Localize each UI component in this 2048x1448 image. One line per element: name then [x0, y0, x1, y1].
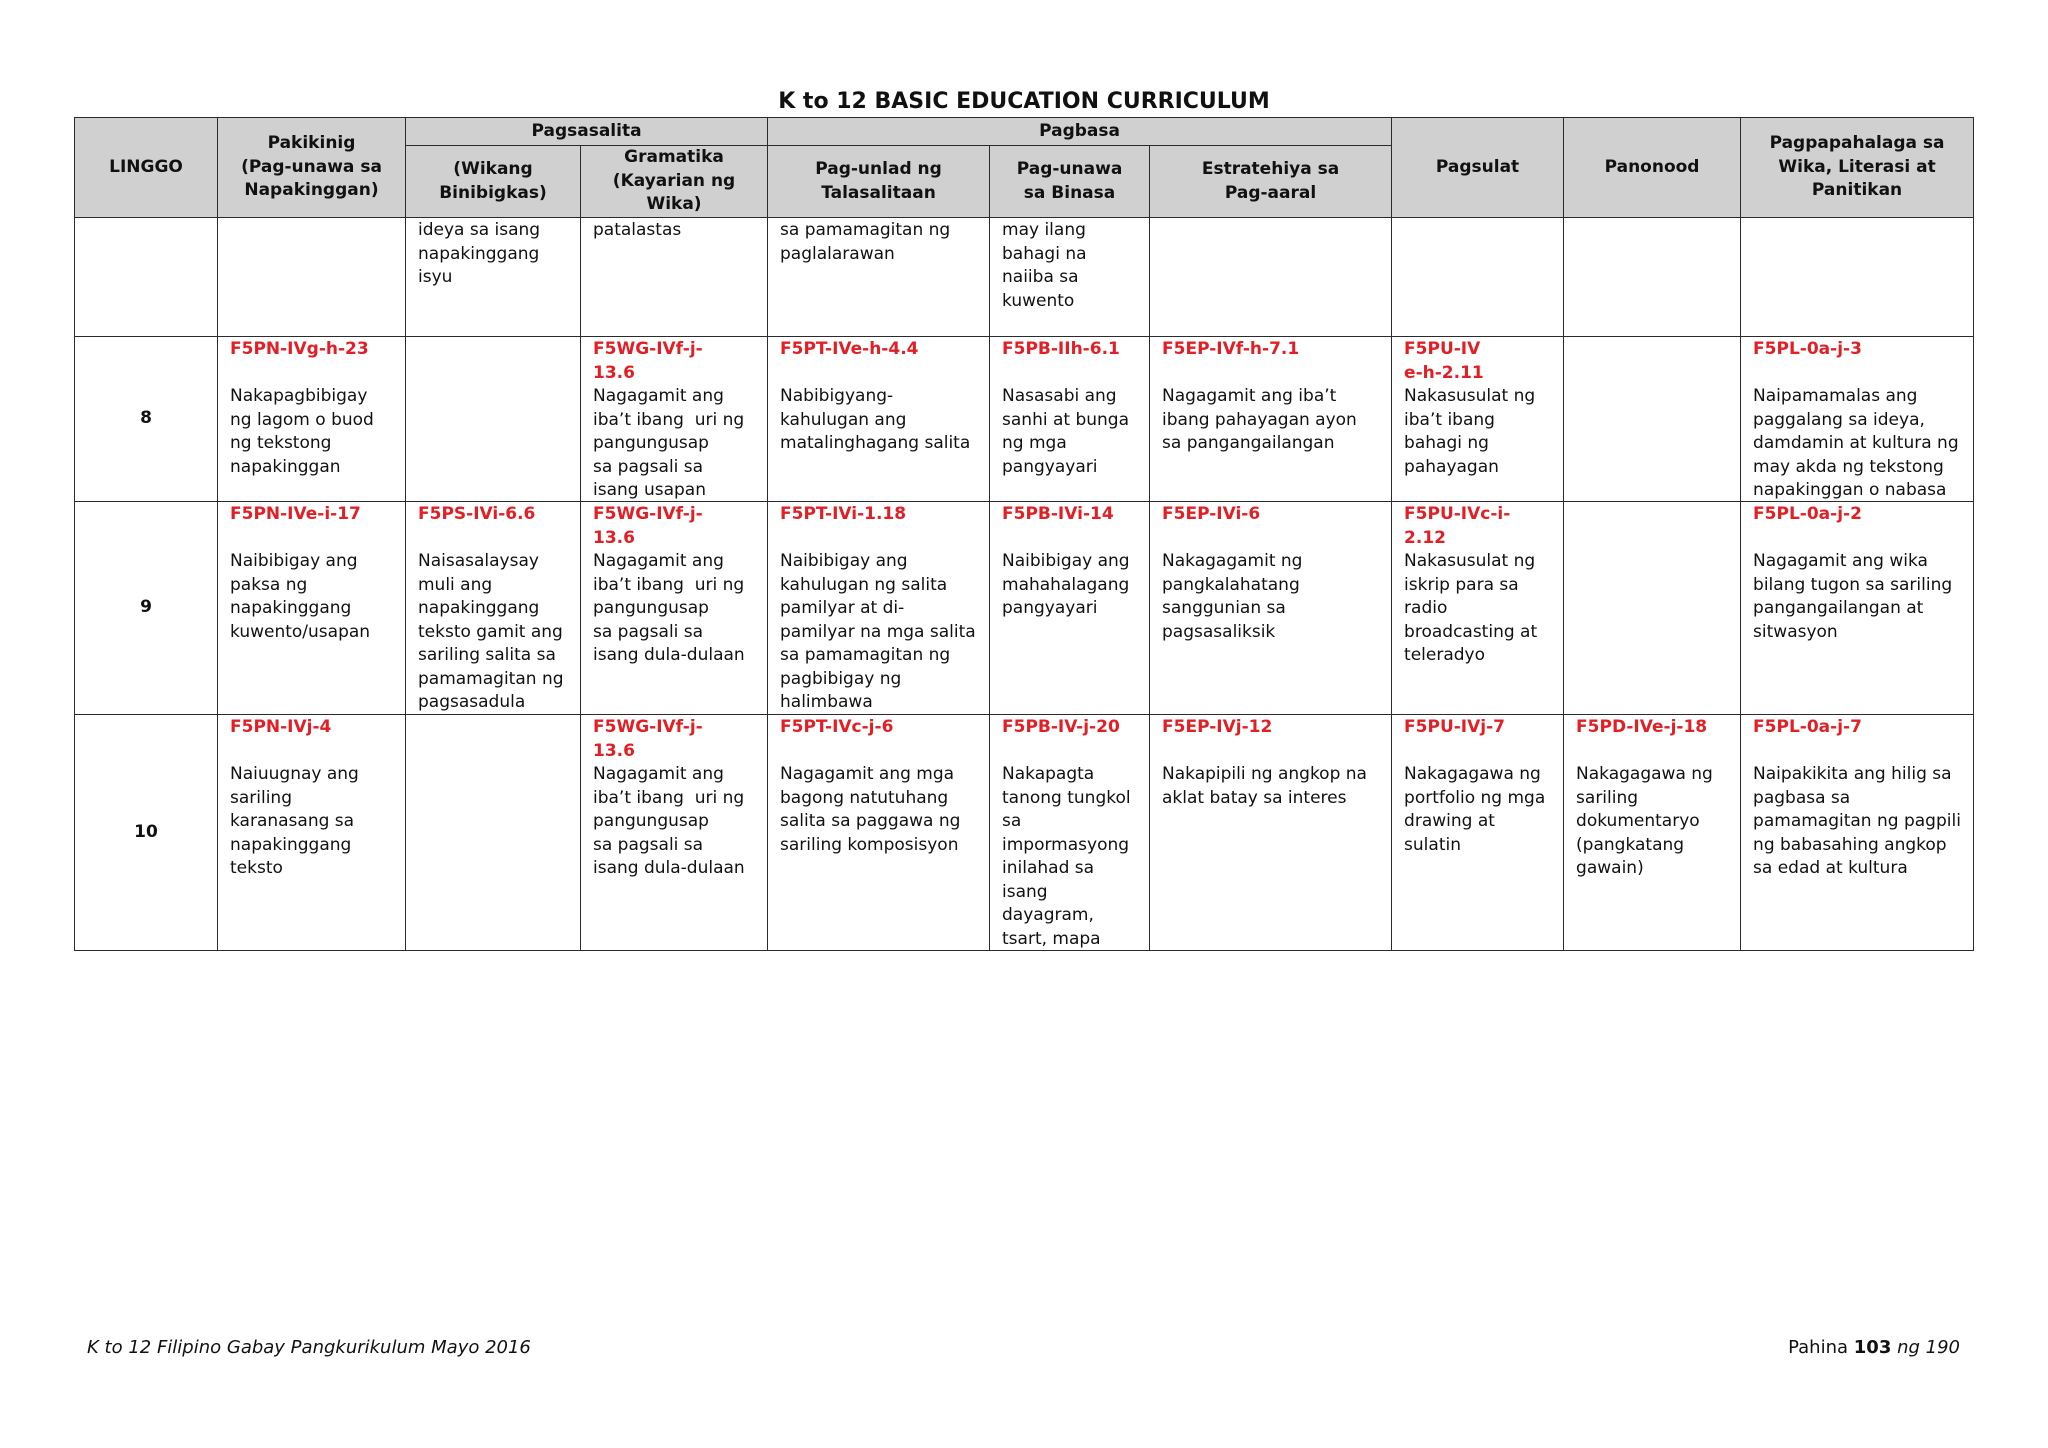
footer-document-name: K to 12 Filipino Gabay Pangkurikulum Mayo 2016: [87, 1337, 531, 1358]
cell-pagpapahalaga: [1741, 502, 1974, 715]
header-label: Gramatika: [624, 147, 724, 168]
cell-content: [1150, 502, 1391, 714]
competency-text-line: isang dula-dulaan: [593, 645, 745, 665]
competency-text-line: sitwasyon: [1753, 621, 1838, 642]
competency-text-line: Naibibigay ang: [1002, 551, 1130, 571]
competency-code: [1162, 338, 1387, 385]
competency-text-line: dokumentaryo: [1576, 811, 1700, 831]
header-label: Panitikan: [1811, 180, 1903, 201]
cell-content: [406, 715, 580, 950]
competency-text-line: pangkalahatang: [1162, 574, 1300, 595]
competency-code: [780, 338, 985, 385]
competency-text-line: impormasyong: [1002, 834, 1130, 855]
competency-text-line: muli ang: [418, 574, 493, 595]
cell-pag-unawa-sa-binasa: [990, 502, 1150, 715]
competency-text-line: Nakagagamit ng: [1162, 551, 1303, 571]
competency-text-line: napakinggang: [230, 834, 352, 855]
competency-text-line: pangyayari: [1002, 598, 1098, 618]
cell-content: [406, 502, 580, 714]
competency-text-line: gawain): [1576, 858, 1644, 878]
competency-text-line: sa pamamagitan ng: [780, 220, 951, 240]
competency-code: [593, 716, 763, 763]
competency-code-line: F5PB-IV-j-20: [1002, 717, 1120, 737]
competency-text-line: paggalang sa ideya,: [1753, 409, 1925, 430]
cell-content: [581, 218, 767, 336]
cell-pag-unlad-ng-talasalitaan: [768, 218, 990, 337]
competency-text-line: iba’t ibang uri ng: [593, 574, 745, 595]
table-row: [75, 502, 1974, 715]
competency-code-line: F5PS-IVi-6.6: [418, 504, 536, 524]
competency-text-line: pamilyar at di-: [780, 598, 905, 618]
competency-text-line: teksto: [230, 858, 283, 878]
competency-text-line: Naiuugnay ang: [230, 764, 359, 784]
competency-text-line: may ilang: [1002, 220, 1086, 240]
header-label: Pagsasalita: [531, 120, 642, 141]
competency-text-line: Nasasabi ang: [1002, 386, 1117, 406]
competency-text-line: Nakapagbibigay: [230, 386, 368, 406]
competency-code-line: F5WG-IVf-j-: [593, 717, 703, 737]
cell-content: [768, 337, 989, 501]
competency-text-line: sanggunian sa: [1162, 598, 1286, 618]
competency-code: [1162, 503, 1387, 550]
competency-text-line: ng tekstong: [230, 433, 332, 453]
header-linggo: [75, 118, 218, 218]
competency-text-line: sa pagsali sa: [593, 621, 704, 642]
cell-content: [1392, 337, 1563, 501]
competency-text-line: sa: [1002, 811, 1022, 831]
competency-text-line: Nakasusulat ng: [1404, 386, 1536, 406]
cell-content: [1564, 218, 1740, 336]
competency-text-line: may akda ng tekstong: [1753, 456, 1944, 477]
page-label: Pahina: [1788, 1337, 1849, 1358]
competency-text-line: Nagagamit ang wika: [1753, 551, 1928, 571]
cell-content: [1564, 715, 1740, 950]
competency-code-line: F5PD-IVe-j-18: [1576, 717, 1708, 737]
competency-text-line: bilang tugon sa sariling: [1753, 574, 1953, 595]
header-label: Pagpapahalaga sa: [1769, 133, 1945, 154]
header-label: Panonood: [1604, 156, 1700, 177]
header-pakikinig: [218, 118, 406, 218]
cell-pakikinig: [218, 337, 406, 502]
cell-content: [990, 218, 1149, 336]
competency-code-line: F5PT-IVc-j-6: [780, 717, 894, 737]
competency-text-line: portfolio ng mga: [1404, 787, 1546, 808]
competency-code-line: e-h-2.11: [1404, 362, 1484, 383]
week-number: 9: [75, 502, 218, 715]
cell-pagsulat: [1392, 502, 1564, 715]
competency-code-line: F5PL-0a-j-7: [1753, 717, 1862, 737]
competency-text-line: Nagagamit ang: [593, 386, 724, 406]
competency-text-line: napakinggang: [230, 598, 352, 618]
competency-text-line: pangungusap: [593, 433, 709, 453]
competency-code: [1753, 716, 1969, 763]
competency-code-line: F5PL-0a-j-2: [1753, 504, 1862, 524]
cell-content: [218, 715, 405, 950]
competency-text-line: isyu: [418, 267, 453, 287]
competency-text-line: bahagi ng: [1404, 433, 1489, 453]
header-wikang-binibigkas: [406, 146, 581, 218]
document-title: K to 12 BASIC EDUCATION CURRICULUM: [778, 89, 1270, 114]
footer-page-number: [1788, 1336, 1960, 1360]
competency-code-line: F5EP-IVj-12: [1162, 717, 1273, 737]
cell-pagpapahalaga: [1741, 218, 1974, 337]
competency-text-line: karanasang sa: [230, 811, 355, 831]
competency-text-line: Nabibigyang-: [780, 386, 894, 406]
competency-text-line: inilahad sa: [1002, 858, 1095, 878]
header-label: (Pag-unawa sa: [241, 156, 382, 177]
competency-text-line: sariling komposisyon: [780, 834, 959, 855]
competency-text-line: pagbasa sa: [1753, 787, 1851, 808]
cell-content: [990, 502, 1149, 714]
competency-code-line: F5EP-IVf-h-7.1: [1162, 339, 1300, 359]
cell-content: [768, 218, 989, 336]
table-header: [75, 118, 1974, 218]
competency-code-line: F5PN-IVj-4: [230, 717, 332, 737]
week-number: 10: [75, 715, 218, 951]
header-label: (Wikang: [453, 159, 533, 179]
cell-pagsulat: [1392, 337, 1564, 502]
header-group-pagsasalita: [406, 118, 768, 146]
competency-code: [230, 503, 401, 550]
competency-code: [1002, 338, 1145, 385]
competency-code-line: F5PT-IVe-h-4.4: [780, 339, 919, 359]
competency-code-line: F5PB-IVi-14: [1002, 504, 1114, 524]
competency-text-line: teleradyo: [1404, 645, 1486, 665]
cell-pagpapahalaga: [1741, 715, 1974, 951]
competency-text-line: Naipakikita ang hilig sa: [1753, 764, 1952, 784]
header-pagsulat: [1392, 118, 1564, 218]
competency-text-line: pangungusap: [593, 598, 709, 618]
cell-pagsulat: [1392, 218, 1564, 337]
competency-text-line: pagbibigay ng: [780, 668, 902, 689]
header-label: Pag-aaral: [1224, 182, 1317, 203]
competency-text-line: pangangailangan at: [1753, 598, 1924, 618]
competency-code: [1576, 716, 1736, 763]
competency-text-line: broadcasting at: [1404, 621, 1538, 642]
competency-code-line: F5EP-IVi-6: [1162, 504, 1261, 524]
cell-content: [581, 715, 767, 950]
competency-text-line: kahulugan ang: [780, 409, 907, 430]
cell-gramatika: [581, 715, 768, 951]
competency-text-line: pahayagan: [1404, 456, 1499, 477]
cell-content: [1741, 337, 1973, 501]
cell-content: [1392, 715, 1563, 950]
competency-text-line: sanhi at bunga: [1002, 409, 1130, 430]
week-number: 8: [75, 337, 218, 502]
header-label: Wika, Literasi at: [1778, 156, 1936, 177]
competency-text-line: pangungusap: [593, 811, 709, 831]
week-number: [75, 218, 218, 337]
competency-text-line: mahahalagang: [1002, 574, 1130, 595]
cell-content: [1150, 218, 1391, 336]
header-label: Estratehiya sa: [1201, 159, 1340, 179]
competency-code-line: F5PT-IVi-1.18: [780, 504, 907, 524]
competency-code: [230, 716, 401, 763]
competency-text-line: halimbawa: [780, 692, 873, 712]
competency-text-line: Naisasalaysay: [418, 551, 539, 571]
cell-content: [1150, 337, 1391, 501]
cell-content: [218, 337, 405, 501]
cell-pag-unawa-sa-binasa: [990, 218, 1150, 337]
cell-content: [990, 337, 1149, 501]
cell-content: [581, 502, 767, 714]
competency-text-line: Nagagamit ang mga: [780, 764, 955, 784]
competency-text-line: sa pagsali sa: [593, 456, 704, 477]
competency-code-line: F5PL-0a-j-3: [1753, 339, 1862, 359]
competency-code: [593, 503, 763, 550]
competency-text-line: isang: [1002, 881, 1048, 902]
competency-text-line: tanong tungkol: [1002, 787, 1131, 808]
competency-text-line: napakinggang: [418, 598, 540, 618]
header-label: sa Binasa: [1023, 182, 1116, 203]
table-row: [75, 337, 1974, 502]
header-pag-unlad-ng-talasalitaan: [768, 146, 990, 218]
competency-text-line: aklat batay sa interes: [1162, 787, 1347, 808]
competency-text-line: drawing at: [1404, 811, 1495, 831]
competency-text-line: Nagagamit ang: [593, 764, 724, 784]
competency-code-line: F5PN-IVe-i-17: [230, 504, 361, 524]
competency-text-line: pamamagitan ng pagpili: [1753, 811, 1961, 831]
table-row: [75, 218, 1974, 337]
competency-text-line: paksa ng: [230, 574, 308, 595]
competency-text-line: Nagagamit ang iba’t: [1162, 386, 1337, 406]
cell-pagsulat: [1392, 715, 1564, 951]
header-estratehiya-sa-pag-aaral: [1150, 146, 1392, 218]
competency-text-line: sa pamamagitan ng: [780, 645, 951, 665]
cell-gramatika: [581, 218, 768, 337]
competency-code: [1162, 716, 1387, 763]
header-label: LINGGO: [109, 156, 183, 177]
competency-text-line: ng mga: [1002, 433, 1067, 453]
cell-wikang-binibigkas: [406, 337, 581, 502]
competency-text-line: Nakagagawa ng: [1404, 764, 1541, 784]
cell-wikang-binibigkas: [406, 218, 581, 337]
header-label: Pakikinig: [267, 133, 356, 154]
cell-estratehiya-sa-pag-aaral: [1150, 337, 1392, 502]
cell-content: [1741, 502, 1973, 714]
competency-text-line: Naibibigay ang: [780, 551, 908, 571]
competency-code: [1404, 338, 1559, 385]
competency-code-line: F5PU-IVc-i-: [1404, 504, 1511, 524]
competency-text-line: sa pagsali sa: [593, 834, 704, 855]
competency-text-line: ibang pahayagan ayon: [1162, 409, 1357, 430]
competency-text-line: kahulugan ng salita: [780, 574, 948, 595]
competency-code-line: 13.6: [593, 362, 635, 383]
competency-text-line: kuwento/usapan: [230, 621, 371, 642]
header-label: Pag-unlad ng: [815, 159, 942, 179]
cell-pakikinig: [218, 715, 406, 951]
competency-text-line: napakinggan: [230, 456, 341, 477]
competency-text-line: (pangkatang: [1576, 834, 1685, 855]
competency-text-line: iskrip para sa: [1404, 574, 1519, 595]
competency-code-line: 13.6: [593, 740, 635, 761]
cell-pag-unlad-ng-talasalitaan: [768, 337, 990, 502]
header-label: Napakinggan): [244, 180, 379, 201]
cell-content: [218, 502, 405, 714]
competency-text-line: Nagagamit ang: [593, 551, 724, 571]
table-row: [75, 715, 1974, 951]
competency-text-line: Nakasusulat ng: [1404, 551, 1536, 571]
competency-code: [1002, 503, 1145, 550]
curriculum-table: [74, 117, 1974, 951]
competency-text-line: pagsasaliksik: [1162, 621, 1276, 642]
header-label: Pagsulat: [1435, 156, 1520, 177]
competency-text-line: tsart, mapa: [1002, 928, 1101, 949]
cell-content: [1741, 218, 1973, 336]
competency-code: [1404, 716, 1559, 763]
cell-estratehiya-sa-pag-aaral: [1150, 715, 1392, 951]
cell-content: [581, 337, 767, 501]
header-label: Binibigkas): [439, 182, 547, 203]
header-label: Wika): [646, 194, 702, 215]
cell-pag-unawa-sa-binasa: [990, 715, 1150, 951]
cell-content: [1564, 337, 1740, 501]
page-number: 103: [1853, 1337, 1892, 1358]
cell-wikang-binibigkas: [406, 715, 581, 951]
header-pagpapahalaga: [1741, 118, 1974, 218]
competency-text-line: isang dula-dulaan: [593, 858, 745, 878]
competency-text-line: pamamagitan ng: [418, 668, 564, 689]
competency-code: [780, 503, 985, 550]
competency-text-line: ng babasahing angkop: [1753, 834, 1947, 855]
cell-wikang-binibigkas: [406, 502, 581, 715]
competency-text-line: sulatin: [1404, 834, 1461, 855]
header-label: (Kayarian ng: [612, 170, 736, 191]
competency-code-line: F5PU-IV: [1404, 339, 1481, 359]
competency-text-line: Nakapipili ng angkop na: [1162, 764, 1367, 784]
competency-text-line: napakinggan o nabasa: [1753, 480, 1947, 500]
competency-code: [418, 503, 576, 550]
cell-panonood: [1564, 715, 1741, 951]
competency-text-line: sa edad at kultura: [1753, 858, 1908, 878]
competency-text-line: damdamin at kultura ng: [1753, 433, 1959, 453]
competency-code-line: 13.6: [593, 527, 635, 548]
competency-text-line: pangyayari: [1002, 456, 1098, 477]
cell-pagpapahalaga: [1741, 337, 1974, 502]
cell-content: [218, 218, 405, 336]
cell-content: [406, 337, 580, 501]
competency-text-line: salita sa paggawa ng: [780, 811, 961, 831]
competency-code: [593, 338, 763, 385]
competency-code: [1404, 503, 1559, 550]
cell-content: [1741, 715, 1973, 950]
cell-panonood: [1564, 218, 1741, 337]
competency-code-line: F5WG-IVf-j-: [593, 504, 703, 524]
cell-panonood: [1564, 337, 1741, 502]
competency-code-line: F5PN-IVg-h-23: [230, 339, 369, 359]
competency-text-line: Nakagagawa ng: [1576, 764, 1713, 784]
competency-code: [230, 338, 401, 385]
competency-text-line: pagsasadula: [418, 692, 526, 712]
competency-text-line: bahagi na: [1002, 243, 1087, 264]
competency-text-line: patalastas: [593, 220, 682, 240]
competency-text-line: iba’t ibang uri ng: [593, 409, 745, 430]
competency-code: [1753, 338, 1969, 385]
competency-text-line: ng lagom o buod: [230, 409, 374, 430]
competency-code: [1753, 503, 1969, 550]
table-body: [75, 218, 1974, 951]
competency-text-line: napakinggang: [418, 243, 540, 264]
competency-text-line: Naipamamalas ang: [1753, 386, 1918, 406]
competency-text-line: iba’t ibang: [1404, 409, 1495, 430]
competency-text-line: ideya sa isang: [418, 220, 541, 240]
competency-code-line: 2.12: [1404, 527, 1446, 548]
cell-gramatika: [581, 502, 768, 715]
competency-code: [1002, 716, 1145, 763]
competency-text-line: sariling: [1576, 787, 1639, 808]
cell-gramatika: [581, 337, 768, 502]
cell-pakikinig: [218, 502, 406, 715]
header-panonood: [1564, 118, 1741, 218]
competency-text-line: sa pangangailangan: [1162, 433, 1335, 453]
header-label: Pag-unawa: [1016, 159, 1123, 179]
competency-text-line: Nakapagta: [1002, 764, 1095, 784]
competency-text-line: matalinghagang salita: [780, 433, 971, 453]
competency-code-line: F5PU-IVj-7: [1404, 717, 1506, 737]
header-pag-unawa-sa-binasa: [990, 146, 1150, 218]
competency-text-line: radio: [1404, 598, 1448, 618]
cell-pag-unawa-sa-binasa: [990, 337, 1150, 502]
header-group-pagbasa: [768, 118, 1392, 146]
page-total: ng 190: [1897, 1337, 1960, 1358]
header-gramatika: [581, 146, 768, 218]
cell-content: [768, 502, 989, 714]
competency-text-line: kuwento: [1002, 290, 1075, 311]
competency-text-line: teksto gamit ang: [418, 621, 563, 642]
competency-code-line: F5PB-IIh-6.1: [1002, 339, 1120, 359]
cell-content: [406, 218, 580, 336]
cell-pag-unlad-ng-talasalitaan: [768, 502, 990, 715]
competency-code: [780, 716, 985, 763]
header-label: Talasalitaan: [821, 182, 936, 203]
cell-estratehiya-sa-pag-aaral: [1150, 218, 1392, 337]
cell-pag-unlad-ng-talasalitaan: [768, 715, 990, 951]
cell-content: [768, 715, 989, 950]
cell-content: [1392, 218, 1563, 336]
cell-content: [1150, 715, 1391, 950]
header-label: Pagbasa: [1039, 120, 1120, 141]
cell-panonood: [1564, 502, 1741, 715]
competency-text-line: paglalarawan: [780, 243, 895, 264]
competency-text-line: naiiba sa: [1002, 267, 1079, 287]
header-row-top: [75, 118, 1974, 146]
competency-text-line: bagong natutuhang: [780, 787, 949, 808]
competency-text-line: isang usapan: [593, 480, 706, 500]
competency-text-line: sariling salita sa: [418, 645, 556, 665]
cell-content: [990, 715, 1149, 950]
competency-text-line: iba’t ibang uri ng: [593, 787, 745, 808]
cell-estratehiya-sa-pag-aaral: [1150, 502, 1392, 715]
competency-code-line: F5WG-IVf-j-: [593, 339, 703, 359]
competency-text-line: sariling: [230, 787, 292, 808]
cell-pakikinig: [218, 218, 406, 337]
competency-text-line: dayagram,: [1002, 905, 1094, 925]
competency-text-line: pamilyar na mga salita: [780, 621, 976, 642]
cell-content: [1392, 502, 1563, 714]
cell-content: [1564, 502, 1740, 714]
competency-text-line: Naibibigay ang: [230, 551, 358, 571]
